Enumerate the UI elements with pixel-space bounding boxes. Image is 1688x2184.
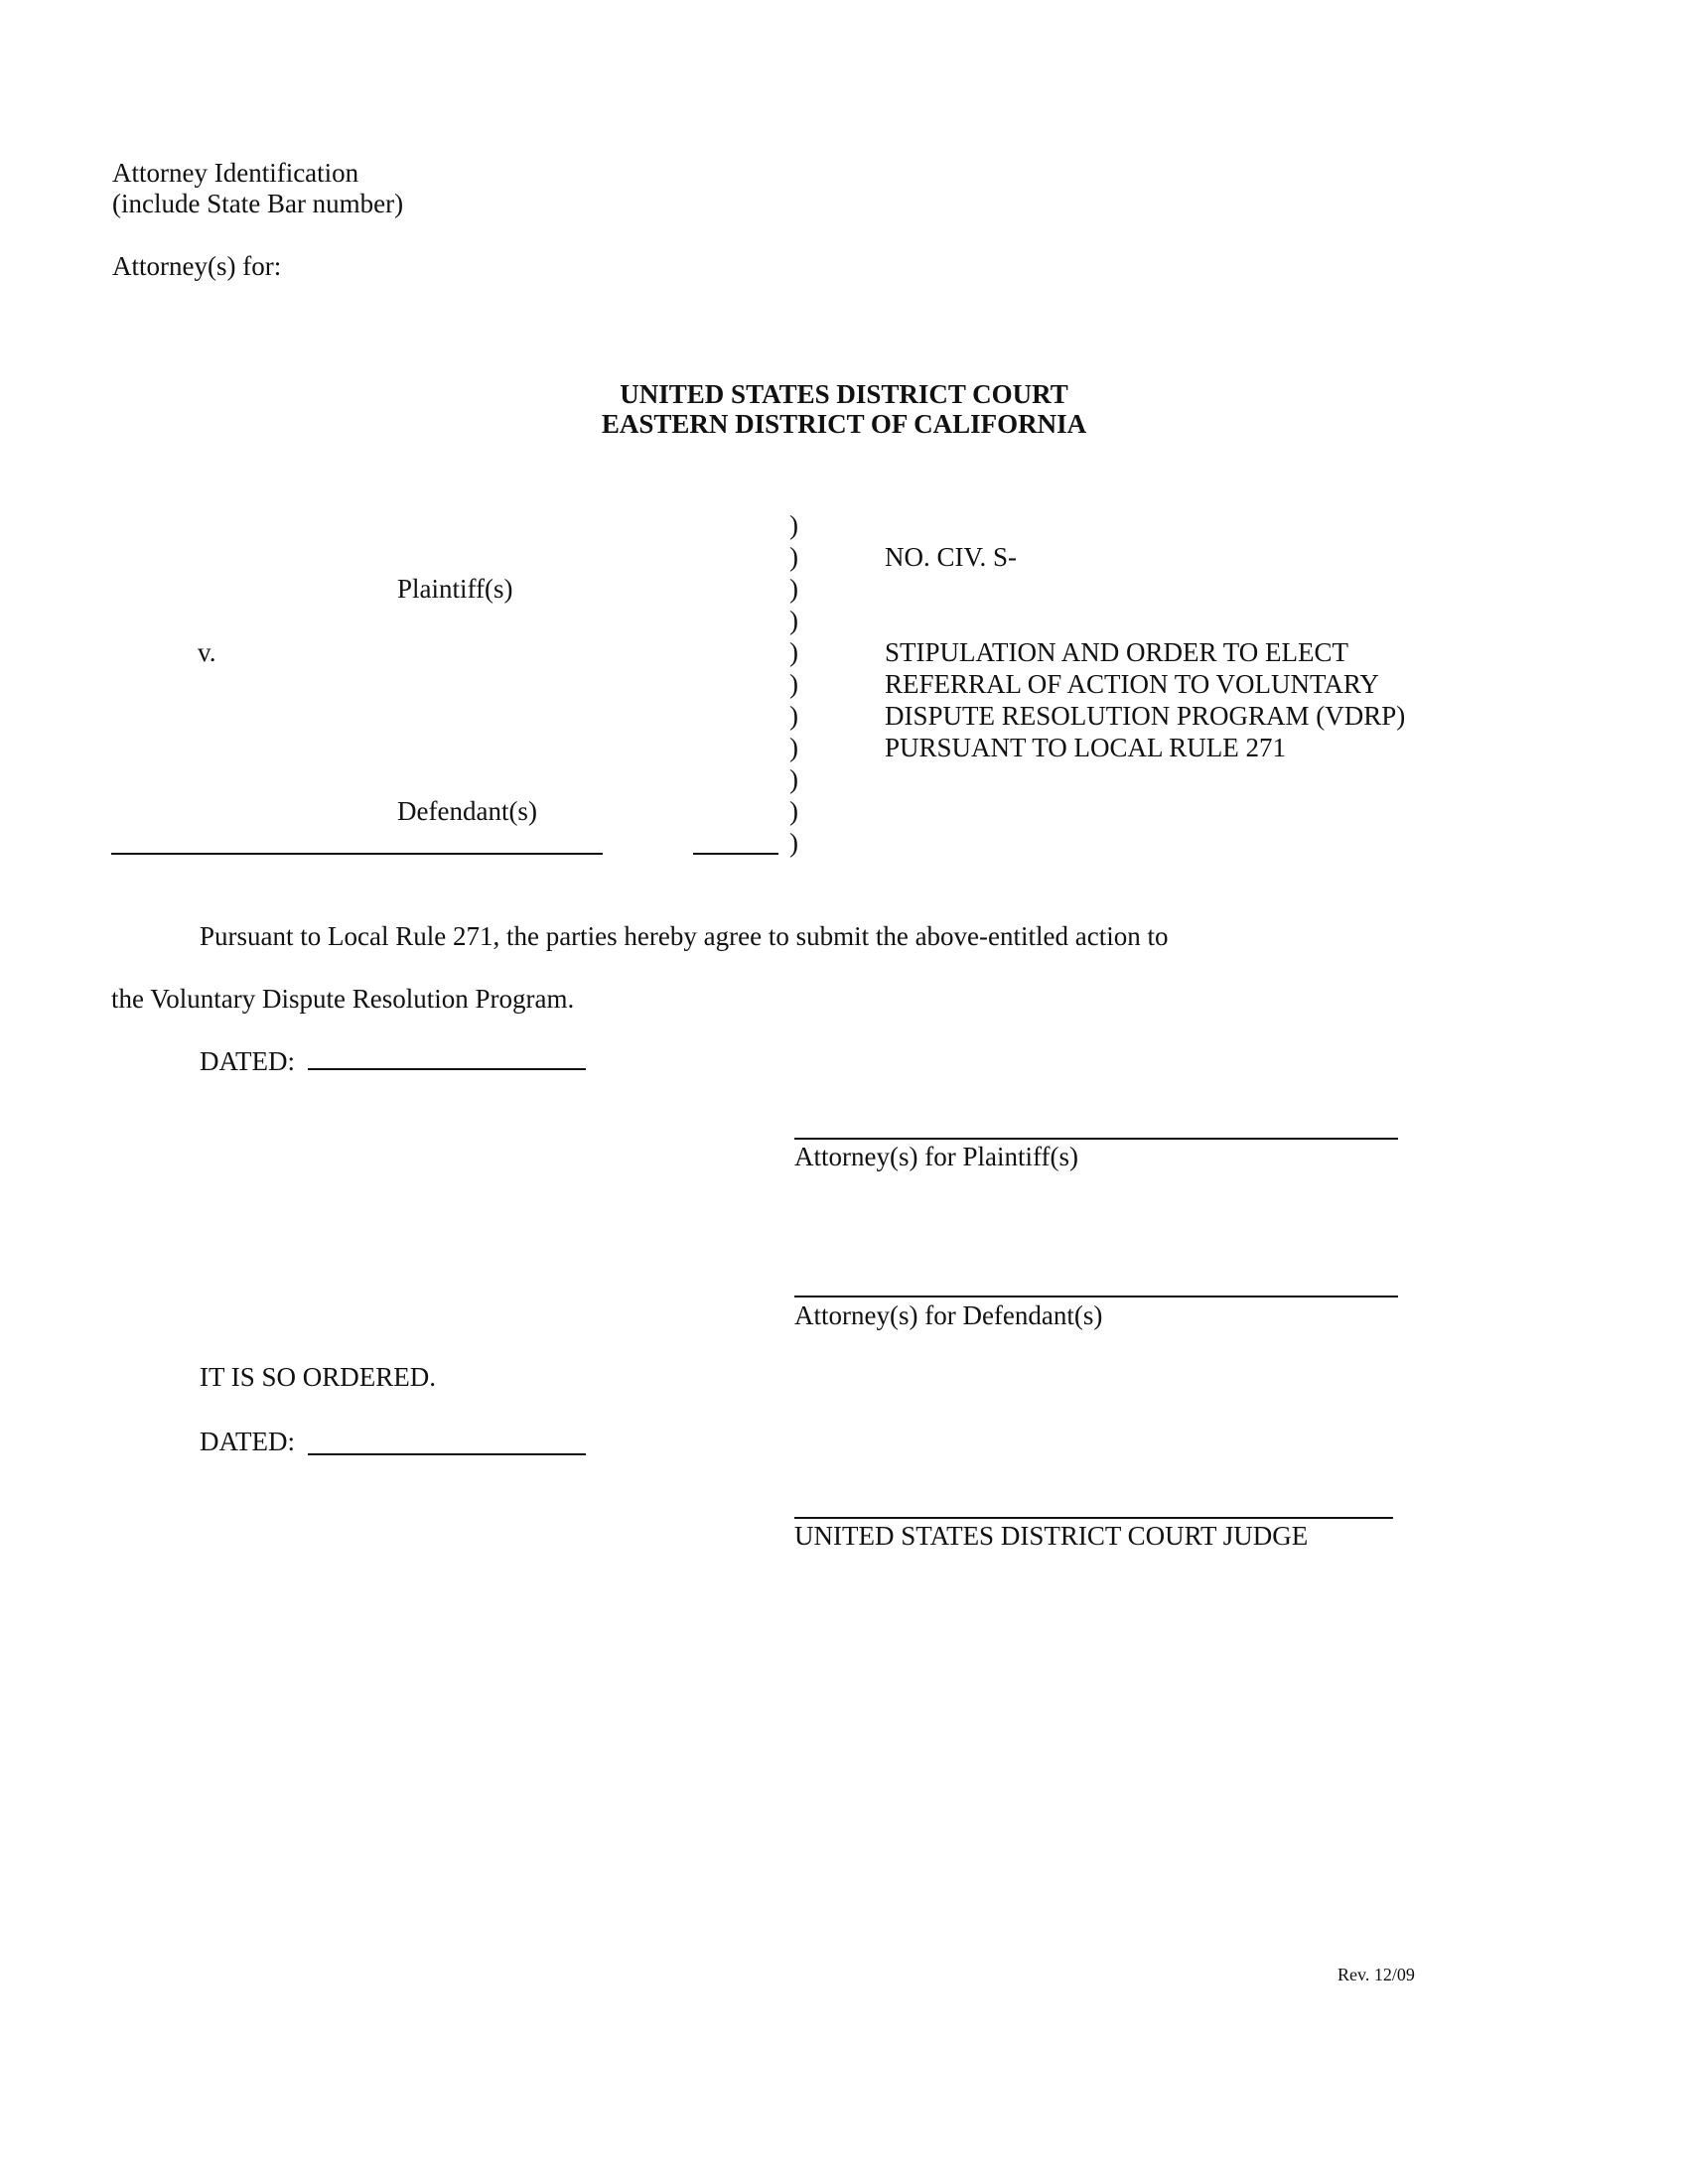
defendant-attorney-signature-line[interactable] [794,1296,1398,1297]
caption-paren: ) [789,764,798,794]
caption-paren: ) [789,606,798,635]
stipulation-paragraph-line-2: the Voluntary Dispute Resolution Program. [111,984,575,1014]
caption-paren: ) [789,542,798,572]
versus-label: v. [198,637,216,667]
caption-paren: ) [789,796,798,826]
caption-short-underline [693,853,778,855]
caption-paren: ) [789,510,798,540]
defendant-attorney-signature-label: Attorney(s) for Defendant(s) [794,1300,1103,1330]
attorney-identification-label: Attorney Identification [112,158,359,188]
revision-label: Rev. 12/09 [1337,1965,1415,1984]
order-dated-label: DATED: [200,1427,295,1456]
so-ordered-text: IT IS SO ORDERED. [200,1362,437,1392]
caption-paren: ) [789,574,798,604]
plaintiff-attorney-signature-label: Attorney(s) for Plaintiff(s) [794,1142,1078,1171]
parties-dated-label: DATED: [200,1046,295,1076]
court-district-heading: EASTERN DISTRICT OF CALIFORNIA [601,409,1087,439]
caption-paren: ) [789,701,798,731]
caption-paren: ) [789,733,798,762]
stipulation-paragraph-line-1: Pursuant to Local Rule 271, the parties hereby agree to submit the above-entitled action to [200,921,1169,951]
attorney-for-label: Attorney(s) for: [112,251,282,281]
document-title-line-3: DISPUTE RESOLUTION PROGRAM (VDRP) [885,701,1406,731]
state-bar-number-label: (include State Bar number) [112,189,404,218]
document-title-line-1: STIPULATION AND ORDER TO ELECT [885,637,1349,667]
court-name-heading: UNITED STATES DISTRICT COURT [620,379,1068,409]
case-number-field: NO. CIV. S- [885,542,1018,572]
plaintiff-label: Plaintiff(s) [397,574,513,604]
document-title-line-4: PURSUANT TO LOCAL RULE 271 [885,733,1287,762]
judge-signature-label: UNITED STATES DISTRICT COURT JUDGE [794,1521,1309,1551]
caption-party-underline [111,853,603,855]
parties-date-field[interactable] [308,1068,586,1070]
caption-paren: ) [789,669,798,699]
order-date-field[interactable] [308,1453,586,1455]
document-title-line-2: REFERRAL OF ACTION TO VOLUNTARY [885,669,1379,699]
caption-paren: ) [789,637,798,667]
plaintiff-attorney-signature-line[interactable] [794,1138,1398,1140]
caption-paren: ) [789,828,798,858]
judge-signature-line[interactable] [794,1517,1393,1519]
defendant-label: Defendant(s) [397,796,537,826]
